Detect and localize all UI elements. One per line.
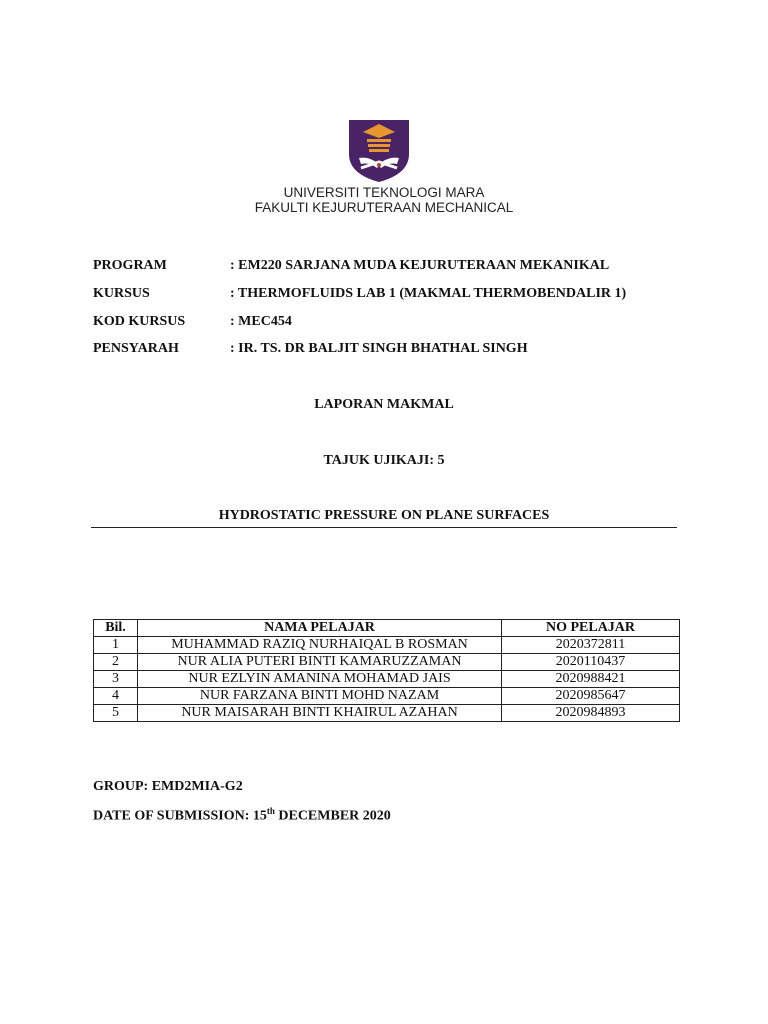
submission-ordinal: th [266, 806, 275, 816]
student-name: NUR EZLYIN AMANINA MOHAMAD JAIS [138, 671, 502, 688]
title-divider [91, 527, 677, 528]
row-number: 3 [94, 671, 138, 688]
lecturer-value: : IR. TS. DR BALJIT SINGH BHATHAL SINGH [230, 341, 528, 356]
lecturer-label: PENSYARAH [93, 341, 179, 356]
table-row [94, 671, 680, 688]
student-number: 2020984893 [502, 705, 680, 722]
student-name: NUR ALIA PUTERI BINTI KAMARUZZAMAN [138, 654, 502, 671]
student-name: NUR MAISARAH BINTI KHAIRUL AZAHAN [138, 705, 502, 722]
table-row [94, 654, 680, 671]
table-row [94, 705, 680, 722]
header-bil: Bil. [94, 620, 138, 637]
table-header-row [94, 620, 680, 637]
course-label: KURSUS [93, 286, 150, 301]
student-name: NUR FARZANA BINTI MOHD NAZAM [138, 688, 502, 705]
course-code-label: KOD KURSUS [93, 314, 186, 329]
row-number: 1 [94, 637, 138, 654]
student-number: 2020985647 [502, 688, 680, 705]
header-student-no: NO PELAJAR [502, 620, 680, 637]
report-title: HYDROSTATIC PRESSURE ON PLANE SURFACES [218, 508, 550, 523]
student-name: MUHAMMAD RAZIQ NURHAIQAL B ROSMAN [138, 637, 502, 654]
course-code-value: : MEC454 [230, 314, 292, 329]
submission-suffix: DECEMBER 2020 [274, 808, 391, 824]
group-info: GROUP: EMD2MIA-G2 [93, 779, 243, 794]
course-value: : THERMOFLUIDS LAB 1 (MAKMAL THERMOBENDALIR 1) [230, 286, 627, 301]
submission-prefix: DATE OF SUBMISSION: 15 [93, 808, 267, 824]
uitm-logo [347, 118, 411, 184]
university-name: UNIVERSITI TEKNOLOGI MARA [283, 185, 485, 200]
row-number: 5 [94, 705, 138, 722]
experiment-number: TAJUK UJIKAJI: 5 [323, 453, 445, 468]
table-row [94, 637, 680, 654]
program-value: : EM220 SARJANA MUDA KEJURUTERAAN MEKANIKAL [230, 258, 610, 273]
table-row [94, 688, 680, 705]
submission-date [93, 806, 391, 825]
row-number: 2 [94, 654, 138, 671]
report-type: LAPORAN MAKMAL [314, 397, 454, 412]
student-number: 2020988421 [502, 671, 680, 688]
header-name: NAMA PELAJAR [138, 620, 502, 637]
faculty-name: FAKULTI KEJURUTERAAN MECHANICAL [254, 200, 514, 215]
program-label: PROGRAM [93, 258, 167, 273]
row-number: 4 [94, 688, 138, 705]
student-number: 2020110437 [502, 654, 680, 671]
students-table [93, 619, 680, 722]
student-number: 2020372811 [502, 637, 680, 654]
